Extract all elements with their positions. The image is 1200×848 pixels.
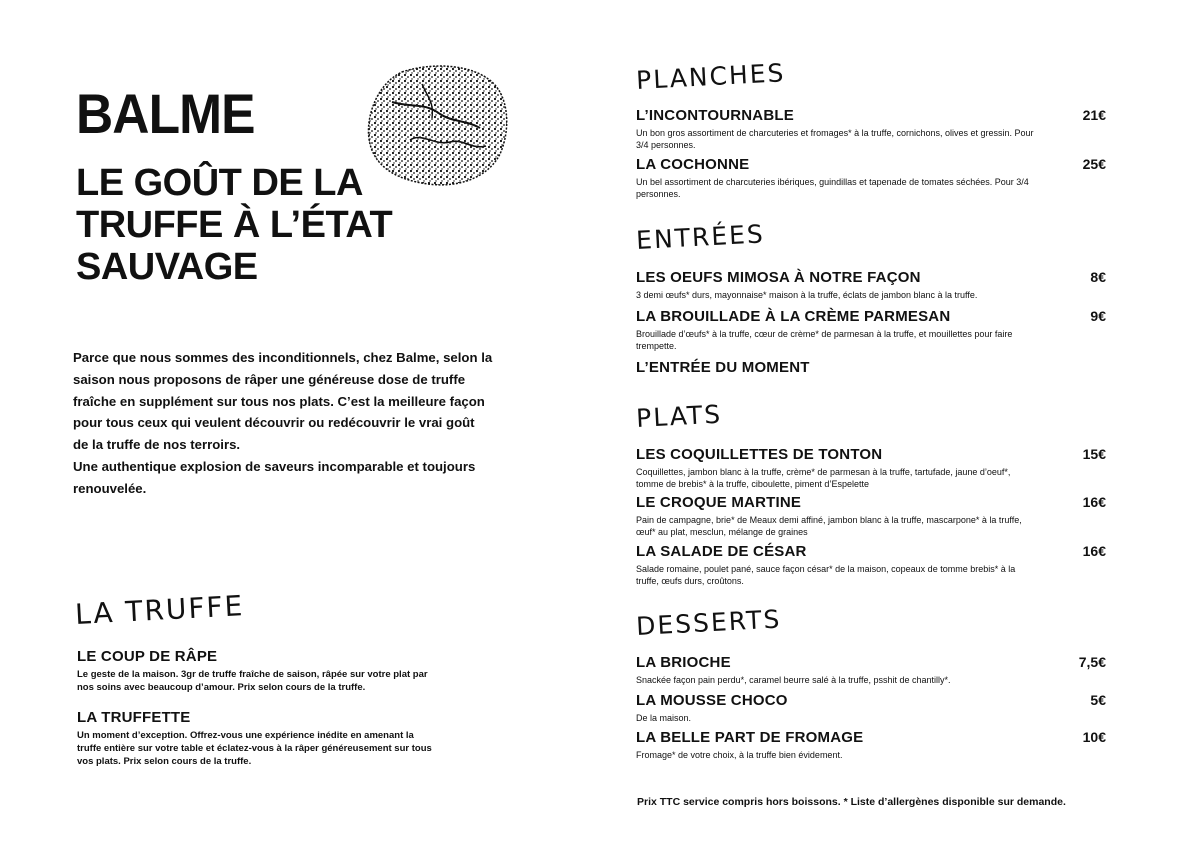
item-name: LE COUP DE RÂPE [77, 648, 218, 665]
item-price: 5€ [1090, 692, 1106, 708]
truffe-item [77, 709, 437, 768]
section-title-entrees: ENTRÉES [635, 219, 766, 255]
intro-text [73, 347, 493, 500]
item-price: 15€ [1082, 446, 1106, 462]
item-desc: Un moment d’exception. Offrez-vous une expérience inédite en amenant la truffe entière sur votre table et éclatez-vous à la râper généreusement sur tous vos plats. Prix selon cours de la truffe. [77, 730, 432, 767]
item-price: 25€ [1082, 156, 1106, 172]
menu-item [636, 269, 1106, 301]
menu-item [636, 654, 1106, 686]
item-price: 7,5€ [1078, 654, 1106, 670]
item-desc: 3 demi œufs* durs, mayonnaise* maison à la truffe, éclats de jambon blanc à la truffe. [636, 290, 978, 300]
item-name: LA BELLE PART DE FROMAGE [636, 729, 864, 746]
item-desc: Le geste de la maison. 3gr de truffe fraîche de saison, râpée sur votre plat par nos soins avec beaucoup d’amour. Prix selon cours de la truffe. [77, 669, 428, 693]
item-name: LE CROQUE MARTINE [636, 494, 802, 511]
item-name: LES COQUILLETTES DE TONTON [636, 446, 883, 463]
section-title-truffe: LA TRUFFE [74, 589, 246, 631]
menu-item [636, 107, 1106, 151]
item-desc: Salade romaine, poulet pané, sauce façon césar* de la maison, copeaux de tomme brebis* à la truffe, œufs durs, croûtons. [636, 564, 1016, 586]
item-desc: Snackée façon pain perdu*, caramel beurre salé à la truffe, psshit de chantilly*. [636, 675, 951, 685]
menu-item [636, 692, 1106, 724]
item-desc: Pain de campagne, brie* de Meaux demi affiné, jambon blanc à la truffe, mascarpone* à la truffe, œuf* au plat, mesclun, mélange de graines [636, 515, 1022, 537]
item-name: LA BRIOCHE [636, 654, 731, 671]
item-desc: De la maison. [636, 713, 692, 723]
tagline: LE GOÛT DE LA TRUFFE À L’ÉTAT SAUVAGE [76, 162, 393, 288]
item-name: LA MOUSSE CHOCO [636, 692, 788, 709]
item-name: LA BROUILLADE À LA CRÈME PARMESAN [636, 308, 951, 325]
item-name: LES OEUFS MIMOSA À NOTRE FAÇON [636, 269, 921, 286]
menu-item [636, 308, 1106, 352]
brand-title: BALME [76, 82, 255, 145]
menu-item [636, 359, 1106, 377]
menu-item [636, 729, 1106, 761]
item-name: L’ENTRÉE DU MOMENT [636, 359, 810, 376]
item-price: 21€ [1082, 107, 1106, 123]
menu-item [636, 494, 1106, 538]
item-name: L’INCONTOURNABLE [636, 107, 794, 124]
menu-item [636, 446, 1106, 490]
item-price: 16€ [1082, 494, 1106, 510]
item-name: LA SALADE DE CÉSAR [636, 543, 807, 560]
section-title-planches: PLANCHES [635, 58, 787, 95]
intro-paragraph: Une authentique explosion de saveurs incomparable et toujours renouvelée. [73, 458, 476, 496]
truffe-item [77, 648, 437, 694]
intro-paragraph: Parce que nous sommes des inconditionnels, chez Balme, selon la saison nous proposons de râper une généreuse dose de truffe fraîche en supplément sur tous nos plats. C’est la meilleure façon pour tous ceux qui veulent découvrir ou redécouvrir le vrai goût de la truffe de nos terroirs. [73, 350, 493, 453]
item-desc: Un bon gros assortiment de charcuteries et fromages* à la truffe, cornichons, olives et gressin. Pour 3/4 personnes. [636, 128, 1034, 150]
section-title-plats: PLATS [635, 399, 723, 433]
footer-note: Prix TTC service compris hors boissons. * Liste d’allergènes disponible sur demande. [637, 796, 1066, 808]
item-price: 16€ [1082, 543, 1106, 559]
section-title-desserts: DESSERTS [635, 604, 783, 641]
item-name: LA COCHONNE [636, 156, 750, 173]
item-price: 9€ [1090, 308, 1106, 324]
item-desc: Brouillade d’œufs* à la truffe, cœur de crème* de parmesan à la truffe, et mouillettes pour faire trempette. [636, 329, 1013, 351]
item-desc: Fromage* de votre choix, à la truffe bien évidement. [636, 750, 843, 760]
item-name: LA TRUFFETTE [77, 709, 191, 726]
menu-item [636, 156, 1106, 200]
item-price: 8€ [1090, 269, 1106, 285]
menu-item [636, 543, 1106, 587]
item-desc: Coquillettes, jambon blanc à la truffe, crème* de parmesan à la truffe, tartufade, jaune d’oeuf*, tomme de brebis* à la truffe, ciboulette, piment d’Espelette [636, 467, 1011, 489]
item-price: 10€ [1082, 729, 1106, 745]
item-desc: Un bel assortiment de charcuteries ibériques, guindillas et tapenade de tomates séchées. Pour 3/4 personnes. [636, 177, 1029, 199]
